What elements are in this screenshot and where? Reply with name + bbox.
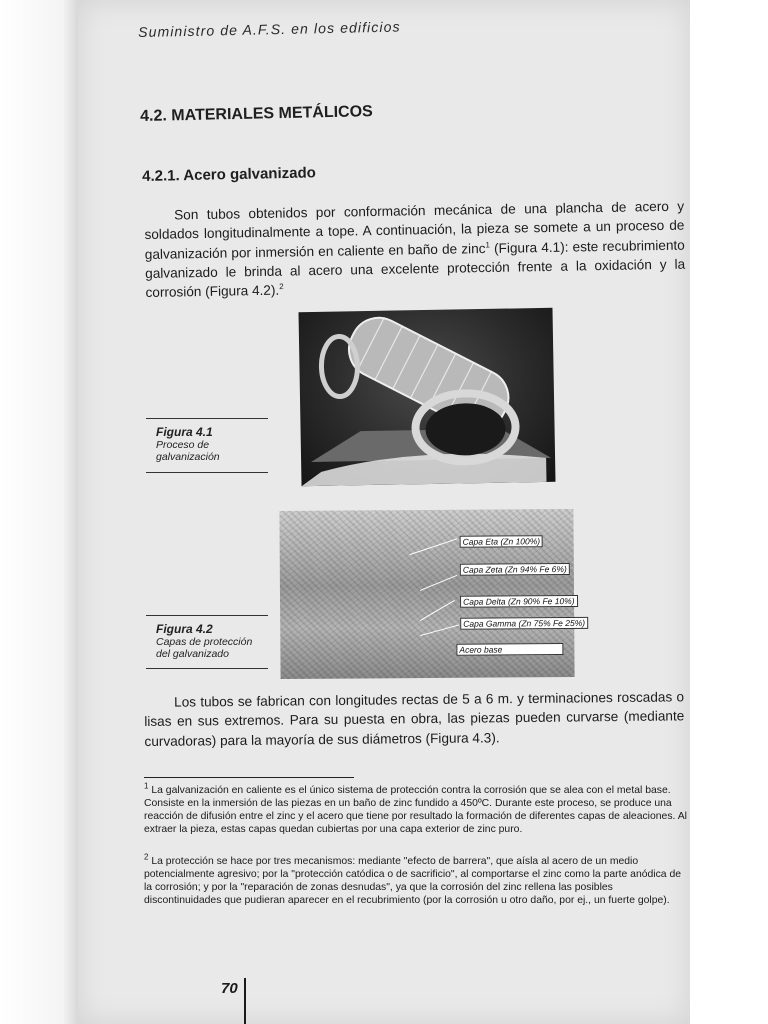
running-header: Suministro de A.F.S. en los edificios — [138, 18, 401, 40]
layer-label-delta: Capa Delta (Zn 90% Fe 10%) — [460, 595, 578, 608]
paragraph-1-text-b: (Figura 4.1): este recubrimiento galvanizado le brinda al acero una excelente protección frente a la oxidación y la corrosión (Figura 4.2). — [145, 237, 686, 301]
footnote-separator — [144, 777, 354, 778]
figure-4-1-top-rule — [146, 418, 268, 419]
leader-line — [420, 600, 455, 621]
leader-line — [420, 575, 457, 591]
footnote-2-mark: 2 — [144, 852, 149, 862]
figure-4-1-title: Figura 4.1 — [156, 425, 213, 439]
subsection-title: 4.2.1. Acero galvanizado — [142, 164, 317, 185]
page-number-bar — [244, 978, 246, 1024]
paragraph-1 — [144, 197, 686, 303]
footnote-1-text: La galvanización en caliente es el único sistema de protección contra la corrosión que se alea con el metal base. Consiste en la inmersión de las piezas en un baño de zinc fundido a 450ºC. Durante este proceso, se produce una reacción de difusión entre el zinc y el acero que tiene por resultado la formación de diferentes capas de aleaciones. Al extraer la pieza, estas capas quedan cubiertas por una capa exterior de zinc puro. — [144, 785, 687, 836]
figure-4-1-caption-line2: galvanización — [156, 451, 220, 463]
footnote-1-mark: 1 — [144, 781, 149, 791]
section-title: 4.2. MATERIALES METÁLICOS — [140, 103, 373, 125]
paragraph-1-text-a: Son tubos obtenidos por conformación mecánica de una plancha de acero y soldados longitudinalmente a tope. A continuación, la pieza se somete a un proceso de galvanización por inmersión en caliente en baño de zinc — [144, 198, 685, 262]
figure-galvanized-layers — [279, 509, 586, 679]
layer-label-eta: Capa Eta (Zn 100%) — [460, 535, 544, 548]
figure-4-2-caption-line1: Capas de protección — [156, 636, 253, 648]
footnote-ref-1: 1 — [485, 240, 490, 250]
footnote-1 — [144, 781, 688, 836]
figure-4-1-caption — [156, 425, 276, 463]
figure-4-2-caption — [156, 622, 286, 660]
leader-line — [410, 538, 458, 555]
left-margin — [0, 0, 78, 1024]
layer-label-base-steel: Acero base — [456, 643, 563, 656]
footnote-2-text: La protección se hace por tres mecanismos: mediante "efecto de barrera", que aísla al acero de un medio potencialmente agresivo; por la "protección catódica o de sacrificio", al comportarse el zinc como la parte anódica de la corrosión; y por la "reparación de zonas desnudas", ya que la corrosión del zinc rellena las posibles discontinuidades que pudieran aparecer en el recubrimiento (por la corrosión u otro daño, por ej., un fuerte golpe). — [144, 856, 682, 907]
footnote-2 — [144, 852, 688, 907]
layer-label-zeta: Capa Zeta (Zn 94% Fe 6%) — [460, 563, 570, 576]
figure-galvanizing-photo — [299, 308, 556, 486]
figure-4-2-bottom-rule — [146, 668, 268, 669]
book-page — [78, 0, 690, 1024]
layer-label-gamma: Capa Gamma (Zn 75% Fe 25%) — [460, 617, 588, 630]
figure-4-2-top-rule — [146, 615, 268, 616]
footnote-ref-2: 2 — [279, 282, 284, 292]
figure-4-1-bottom-rule — [146, 472, 268, 473]
paragraph-2: Los tubos se fabrican con longitudes rectas de 5 a 6 m. y terminaciones roscadas o lisas en sus extremos. Para su puesta en obra, las piezas pueden curvarse (mediante curvadoras) para la mayoría de sus diámetros (Figura 4.3). — [144, 689, 685, 749]
galvanizing-illustration — [299, 308, 556, 486]
figure-4-1-caption-line1: Proceso de — [156, 439, 210, 451]
page-number: 70 — [221, 980, 238, 997]
leader-line — [420, 624, 459, 636]
figure-4-2-title: Figura 4.2 — [156, 622, 213, 636]
figure-4-2-caption-line2: del galvanizado — [156, 648, 229, 660]
